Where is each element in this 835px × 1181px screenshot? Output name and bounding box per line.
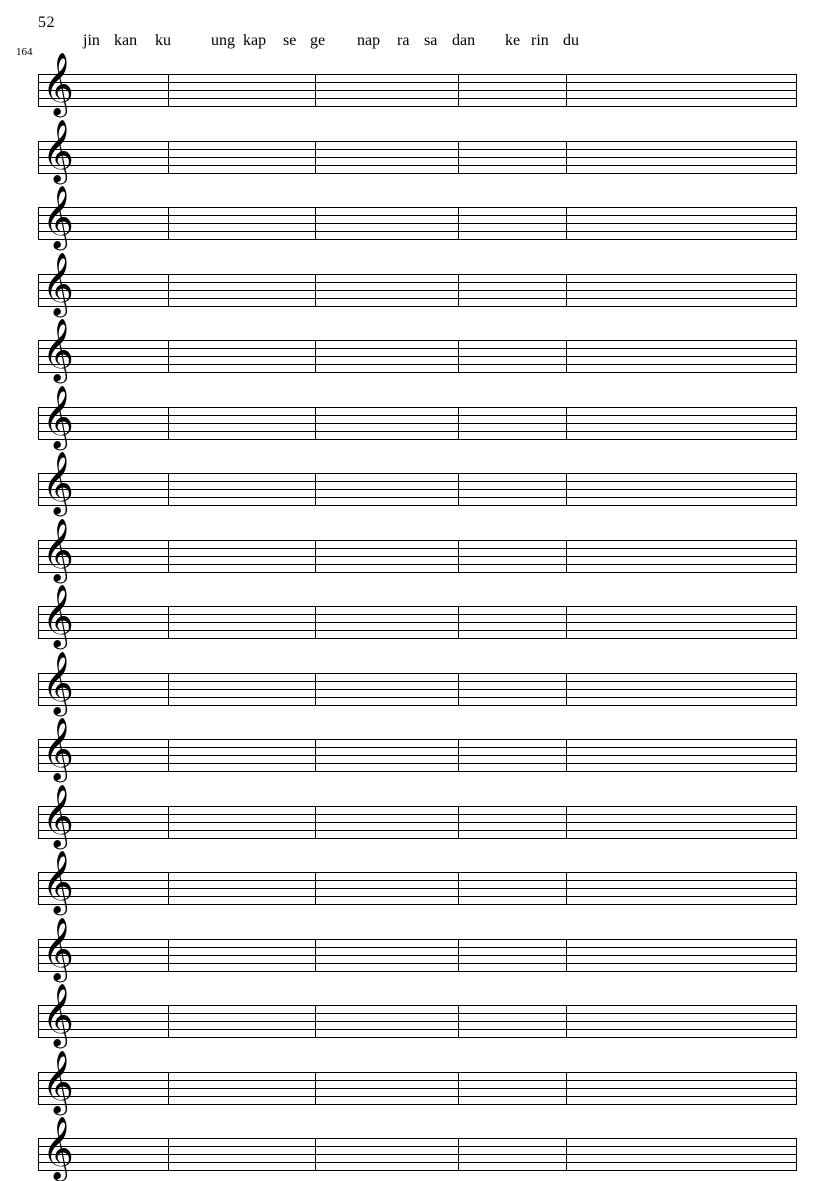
barline	[566, 1072, 567, 1105]
barline-end	[796, 74, 797, 107]
barline	[458, 1005, 459, 1038]
staff	[38, 251, 797, 315]
barline	[566, 673, 567, 706]
barline	[458, 606, 459, 639]
staff-line	[38, 1104, 797, 1105]
staff-system	[38, 251, 797, 315]
staff-line	[38, 239, 797, 240]
staff	[38, 650, 797, 714]
barline-start	[38, 1138, 39, 1171]
staff-line	[38, 739, 797, 740]
barline	[315, 1005, 316, 1038]
staff-line	[38, 274, 797, 275]
measure-number: 164	[16, 46, 33, 58]
barline	[168, 939, 169, 972]
staff-line	[38, 1021, 797, 1022]
staff-line	[38, 473, 797, 474]
staff-line	[38, 306, 797, 307]
staff	[38, 983, 797, 1046]
staff-line	[38, 755, 797, 756]
barline	[566, 1005, 567, 1038]
staff-line	[38, 963, 797, 964]
staff-line	[38, 556, 797, 557]
treble-clef-icon: 𝄞	[42, 1116, 74, 1179]
barline-start	[38, 739, 39, 772]
staff-line	[38, 298, 797, 299]
barline-start	[38, 806, 39, 839]
barline-start	[38, 274, 39, 307]
barline-end	[796, 340, 797, 373]
barline	[458, 872, 459, 905]
barline	[168, 473, 169, 506]
staff-system	[38, 52, 797, 115]
barline	[458, 806, 459, 839]
staff-line	[38, 356, 797, 357]
treble-clef-icon: 𝄞	[42, 650, 74, 714]
staff-line	[38, 231, 797, 232]
treble-clef-icon: 𝄞	[42, 584, 74, 647]
staff-system	[38, 850, 797, 913]
staff-line	[38, 1080, 797, 1081]
treble-clef-icon: 𝄞	[42, 318, 74, 381]
staff-line	[38, 372, 797, 373]
staff-line	[38, 207, 797, 208]
barline-end	[796, 1138, 797, 1171]
barline	[168, 141, 169, 174]
staff-line	[38, 880, 797, 881]
barline	[168, 872, 169, 905]
lyric-syllable: ku	[155, 32, 171, 49]
staff	[38, 916, 797, 980]
barline	[315, 340, 316, 373]
barline	[566, 74, 567, 107]
staff-line	[38, 90, 797, 91]
staff-line	[38, 282, 797, 283]
staff-line	[38, 1088, 797, 1089]
barline	[168, 739, 169, 772]
staff-line	[38, 705, 797, 706]
barline	[315, 939, 316, 972]
staff-line	[38, 1072, 797, 1073]
staff	[38, 451, 797, 514]
staff-line	[38, 971, 797, 972]
lyric-syllable: du	[563, 32, 579, 49]
barline-start	[38, 340, 39, 373]
barline-end	[796, 141, 797, 174]
staff-line	[38, 415, 797, 416]
staff-line	[38, 1146, 797, 1147]
staff-line	[38, 689, 797, 690]
barline-start	[38, 540, 39, 573]
barline	[168, 540, 169, 573]
barline-end	[796, 540, 797, 573]
barline	[315, 872, 316, 905]
staff-line	[38, 638, 797, 639]
barline-end	[796, 673, 797, 706]
barline	[566, 1138, 567, 1171]
staff-line	[38, 548, 797, 549]
barline-start	[38, 606, 39, 639]
staff-line	[38, 1013, 797, 1014]
staff-line	[38, 904, 797, 905]
barline	[315, 606, 316, 639]
staff-system	[38, 517, 797, 581]
barline	[168, 606, 169, 639]
barline	[315, 673, 316, 706]
staff-line	[38, 497, 797, 498]
barline-end	[796, 806, 797, 839]
staff	[38, 1049, 797, 1113]
staff-system	[38, 916, 797, 980]
barline	[458, 540, 459, 573]
staff-line	[38, 540, 797, 541]
treble-clef-icon: 𝄞	[42, 384, 74, 448]
staff	[38, 1116, 797, 1179]
staff-line	[38, 1170, 797, 1171]
treble-clef-icon: 𝄞	[42, 52, 74, 115]
staff-line	[38, 290, 797, 291]
treble-clef-icon: 𝄞	[42, 185, 74, 248]
staff	[38, 185, 797, 248]
staff-line	[38, 407, 797, 408]
staff-line	[38, 505, 797, 506]
treble-clef-icon: 𝄞	[42, 783, 74, 847]
staff-line	[38, 614, 797, 615]
barline	[458, 74, 459, 107]
barline	[458, 673, 459, 706]
barline-start	[38, 473, 39, 506]
staff-line	[38, 939, 797, 940]
barline-end	[796, 872, 797, 905]
barline	[566, 606, 567, 639]
staff-line	[38, 74, 797, 75]
staff	[38, 783, 797, 847]
staff-system	[38, 384, 797, 448]
staff-line	[38, 439, 797, 440]
barline	[315, 1138, 316, 1171]
staff-line	[38, 423, 797, 424]
barline	[168, 673, 169, 706]
staff-line	[38, 106, 797, 107]
barline-start	[38, 407, 39, 440]
barline	[168, 274, 169, 307]
staff-line	[38, 697, 797, 698]
barline	[458, 141, 459, 174]
staff-line	[38, 838, 797, 839]
staff-system	[38, 717, 797, 780]
staff-system	[38, 1049, 797, 1113]
treble-clef-icon: 𝄞	[42, 983, 74, 1046]
staff-line	[38, 1138, 797, 1139]
barline	[315, 407, 316, 440]
staff-line	[38, 806, 797, 807]
staff-system	[38, 451, 797, 514]
barline	[458, 274, 459, 307]
staff-line	[38, 681, 797, 682]
barline-end	[796, 407, 797, 440]
staff-line	[38, 141, 797, 142]
staff-line	[38, 364, 797, 365]
staff-line	[38, 763, 797, 764]
barline	[566, 473, 567, 506]
staff-line	[38, 673, 797, 674]
barline	[315, 207, 316, 240]
staff-line	[38, 157, 797, 158]
barline	[566, 141, 567, 174]
barline	[458, 473, 459, 506]
staff-system	[38, 783, 797, 847]
staff-line	[38, 630, 797, 631]
barline-start	[38, 207, 39, 240]
staff-line	[38, 82, 797, 83]
staff-line	[38, 747, 797, 748]
staff-line	[38, 947, 797, 948]
lyric-syllable: ge	[310, 32, 326, 49]
barline	[566, 340, 567, 373]
barline-end	[796, 1005, 797, 1038]
staff-line	[38, 489, 797, 490]
staff	[38, 118, 797, 182]
staff-system	[38, 1116, 797, 1179]
barline-end	[796, 274, 797, 307]
barline	[315, 540, 316, 573]
staff-line	[38, 1096, 797, 1097]
barline	[458, 1072, 459, 1105]
staff-system	[38, 185, 797, 248]
staff	[38, 717, 797, 780]
staff-line	[38, 165, 797, 166]
barline	[168, 1138, 169, 1171]
barline-start	[38, 1072, 39, 1105]
lyric-syllable: ung	[211, 32, 235, 49]
treble-clef-icon: 𝄞	[42, 717, 74, 780]
lyric-syllable: se	[283, 32, 297, 49]
barline	[566, 739, 567, 772]
barline	[458, 739, 459, 772]
lyric-syllable: dan	[452, 32, 476, 49]
staff	[38, 584, 797, 647]
lyric-syllable: rin	[531, 32, 549, 49]
barline-end	[796, 207, 797, 240]
staff-line	[38, 1037, 797, 1038]
barline-start	[38, 939, 39, 972]
lyric-syllable: sa	[424, 32, 438, 49]
staff-line	[38, 215, 797, 216]
staff-line	[38, 888, 797, 889]
staff-line	[38, 1029, 797, 1030]
staff-line	[38, 1162, 797, 1163]
treble-clef-icon: 𝄞	[42, 451, 74, 514]
barline	[315, 473, 316, 506]
staff-line	[38, 1005, 797, 1006]
staff-line	[38, 872, 797, 873]
barline-start	[38, 141, 39, 174]
lyric-syllable: ke	[505, 32, 521, 49]
barline-end	[796, 939, 797, 972]
barline	[315, 739, 316, 772]
barline-end	[796, 1072, 797, 1105]
staff-line	[38, 955, 797, 956]
barline	[168, 74, 169, 107]
lyric-syllable: ra	[397, 32, 410, 49]
barline	[315, 274, 316, 307]
treble-clef-icon: 𝄞	[42, 1049, 74, 1113]
staff-system	[38, 983, 797, 1046]
barline	[168, 407, 169, 440]
barline	[168, 1005, 169, 1038]
staff-line	[38, 622, 797, 623]
barline	[566, 407, 567, 440]
barline	[566, 274, 567, 307]
barline	[566, 806, 567, 839]
barline-start	[38, 1005, 39, 1038]
treble-clef-icon: 𝄞	[42, 251, 74, 315]
staff-line	[38, 830, 797, 831]
barline	[315, 141, 316, 174]
page-number: 52	[38, 14, 55, 31]
staff-system	[38, 650, 797, 714]
staff	[38, 850, 797, 913]
barline	[458, 207, 459, 240]
barline	[458, 1138, 459, 1171]
staff-line	[38, 814, 797, 815]
barline	[315, 1072, 316, 1105]
barline	[168, 806, 169, 839]
staff-line	[38, 348, 797, 349]
barline-start	[38, 872, 39, 905]
barline-end	[796, 739, 797, 772]
staff-line	[38, 340, 797, 341]
staff-line	[38, 431, 797, 432]
barline	[458, 939, 459, 972]
staff	[38, 384, 797, 448]
barline	[315, 806, 316, 839]
staff-line	[38, 98, 797, 99]
treble-clef-icon: 𝄞	[42, 916, 74, 980]
barline	[458, 340, 459, 373]
barline-start	[38, 673, 39, 706]
staff-line	[38, 564, 797, 565]
lyric-syllable: kan	[114, 32, 138, 49]
staff	[38, 318, 797, 381]
staff-system	[38, 584, 797, 647]
treble-clef-icon: 𝄞	[42, 517, 74, 581]
staff-line	[38, 572, 797, 573]
staff-line	[38, 173, 797, 174]
lyric-syllable: jin	[83, 32, 100, 49]
lyric-syllable: nap	[357, 32, 381, 49]
barline	[458, 407, 459, 440]
treble-clef-icon: 𝄞	[42, 118, 74, 182]
staff-line	[38, 771, 797, 772]
barline	[168, 1072, 169, 1105]
staff	[38, 52, 797, 115]
barline	[168, 207, 169, 240]
barline	[566, 207, 567, 240]
barline	[168, 340, 169, 373]
staff-system	[38, 118, 797, 182]
staff-line	[38, 481, 797, 482]
barline	[566, 872, 567, 905]
staff-line	[38, 606, 797, 607]
barline-start	[38, 74, 39, 107]
lyric-line	[0, 32, 835, 54]
staff-line	[38, 896, 797, 897]
treble-clef-icon: 𝄞	[42, 850, 74, 913]
staff-line	[38, 822, 797, 823]
barline-end	[796, 473, 797, 506]
barline	[566, 939, 567, 972]
lyric-syllable: kap	[243, 32, 267, 49]
staff-system	[38, 318, 797, 381]
staff-line	[38, 223, 797, 224]
staff-line	[38, 149, 797, 150]
staff	[38, 517, 797, 581]
barline	[566, 540, 567, 573]
barline-end	[796, 606, 797, 639]
staff-line	[38, 1154, 797, 1155]
barline	[315, 74, 316, 107]
